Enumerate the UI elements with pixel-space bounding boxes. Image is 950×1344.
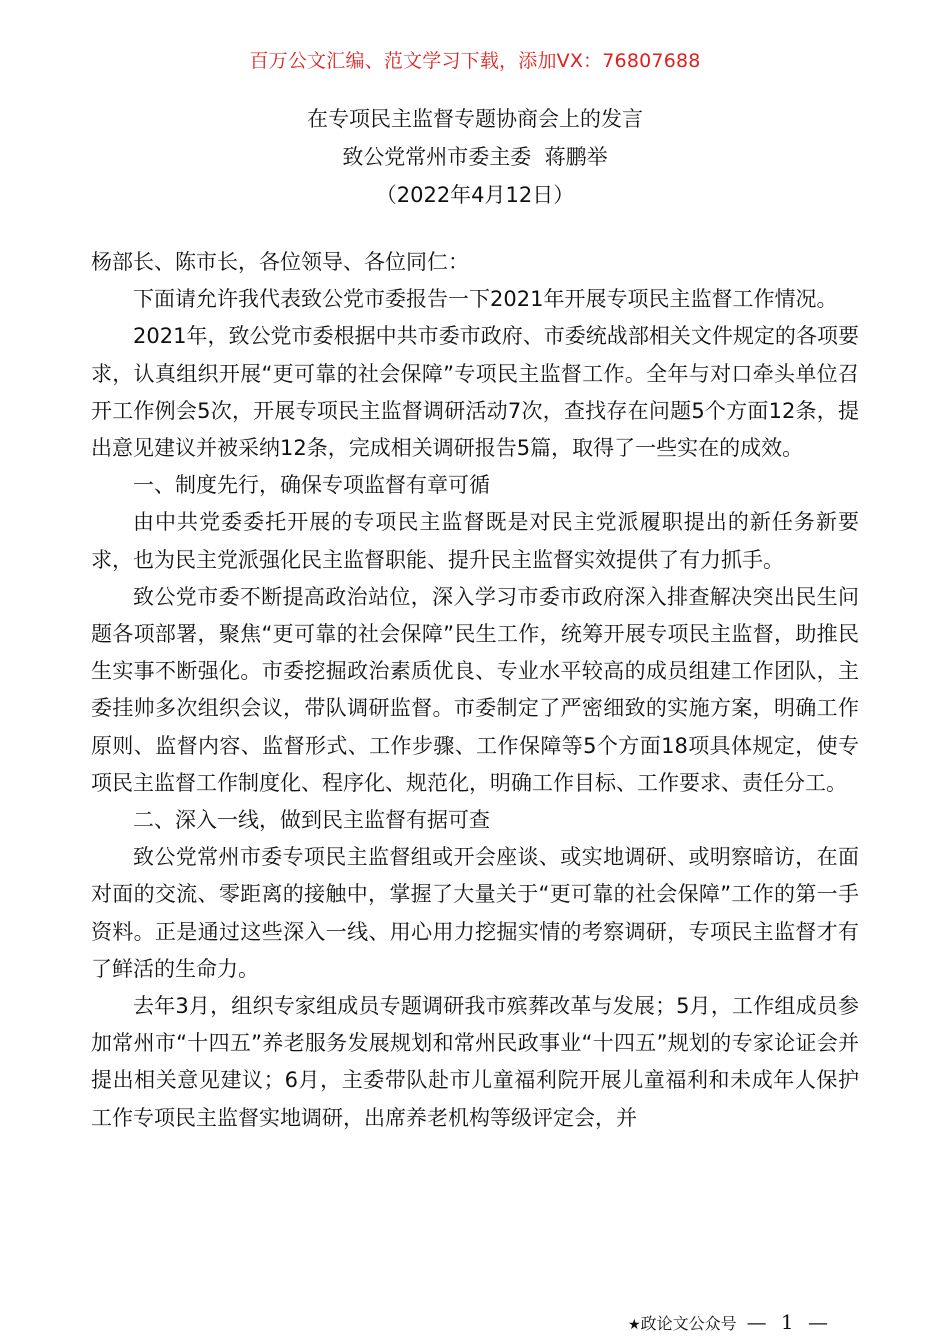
paragraph: 致公党常州市委专项民主监督组或开会座谈、或实地调研、或明察暗访，在面对面的交流、零距离的接触中，掌握了大量关于“更可靠的社会保障”工作的第一手资料。正是通过这些深入一线、用心用力挖掘实情的考察调研，专项民主监督才有了鲜活的生命力。 bbox=[91, 845, 859, 981]
paragraph: 致公党市委不断提高政治站位，深入学习市委市政府深入排查解决突出民生问题各项部署，聚焦“更可靠的社会保障”民生工作，统筹开展专项民主监督，助推民生实事不断强化。市委挖掘政治素质优良、专业水平较高的成员组建工作团队，主委挂帅多次组织会议，带队调研监督。市委制定了严密细致的实施方案，明确工作原则、监督内容、监督形式、工作步骤、工作保障等5个方面18项具体规定，使专项民主监督工作制度化、程序化、规范化，明确工作目标、工作要求、责任分工。 bbox=[91, 584, 859, 795]
salutation: 杨部长、陈市长，各位领导、各位同仁： bbox=[91, 250, 469, 274]
star-icon: ★ bbox=[628, 1317, 641, 1333]
page-footer bbox=[628, 1310, 832, 1334]
document-title: 在专项民主监督专题协商会上的发言 bbox=[307, 107, 643, 131]
author-line: 致公党常州市委主委 蒋鹏举 bbox=[342, 145, 608, 169]
date-line: （2022年4月12日） bbox=[375, 183, 575, 207]
paragraph: 由中共党委委托开展的专项民主监督既是对民主党派履职提出的新任务新要求，也为民主党派强化民主监督职能、提升民主监督实效提供了有力抓手。 bbox=[91, 510, 859, 572]
footer-label: 政论文公众号 bbox=[640, 1314, 737, 1333]
paragraph: 去年3月，组织专家组成员专题调研我市殡葬改革与发展；5月，工作组成员参加常州市“十四五”养老服务发展规划和常州民政事业“十四五”规划的专家论证会并提出相关意见建议；6月，主委带队赴市儿童福利院开展儿童福利和未成年人保护工作专项民主监督实地调研，出席养老机构等级评定会，并 bbox=[91, 994, 859, 1130]
section-heading: 一、制度先行，确保专项监督有章可循 bbox=[133, 473, 490, 498]
promo-banner: 百万公文汇编、范文学习下载，添加VX：76807688 bbox=[249, 50, 701, 72]
page-number: — 1 — bbox=[746, 1310, 833, 1334]
paragraph: 2021年，致公党市委根据中共市委市政府、市委统战部相关文件规定的各项要求，认真组织开展“更可靠的社会保障”专项民主监督工作。全年与对口牵头单位召开工作例会5次，开展专项民主监督调研活动7次，查找存在问题5个方面12条，提出意见建议并被采纳12条，完成相关调研报告5篇，取得了一些实在的成效。 bbox=[91, 324, 859, 461]
section-heading: 二、深入一线，做到民主监督有据可查 bbox=[133, 808, 490, 833]
document-body bbox=[91, 244, 859, 1137]
title-block bbox=[0, 100, 950, 214]
paragraph: 下面请允许我代表致公党市委报告一下2021年开展专项民主监督工作情况。 bbox=[133, 287, 838, 312]
